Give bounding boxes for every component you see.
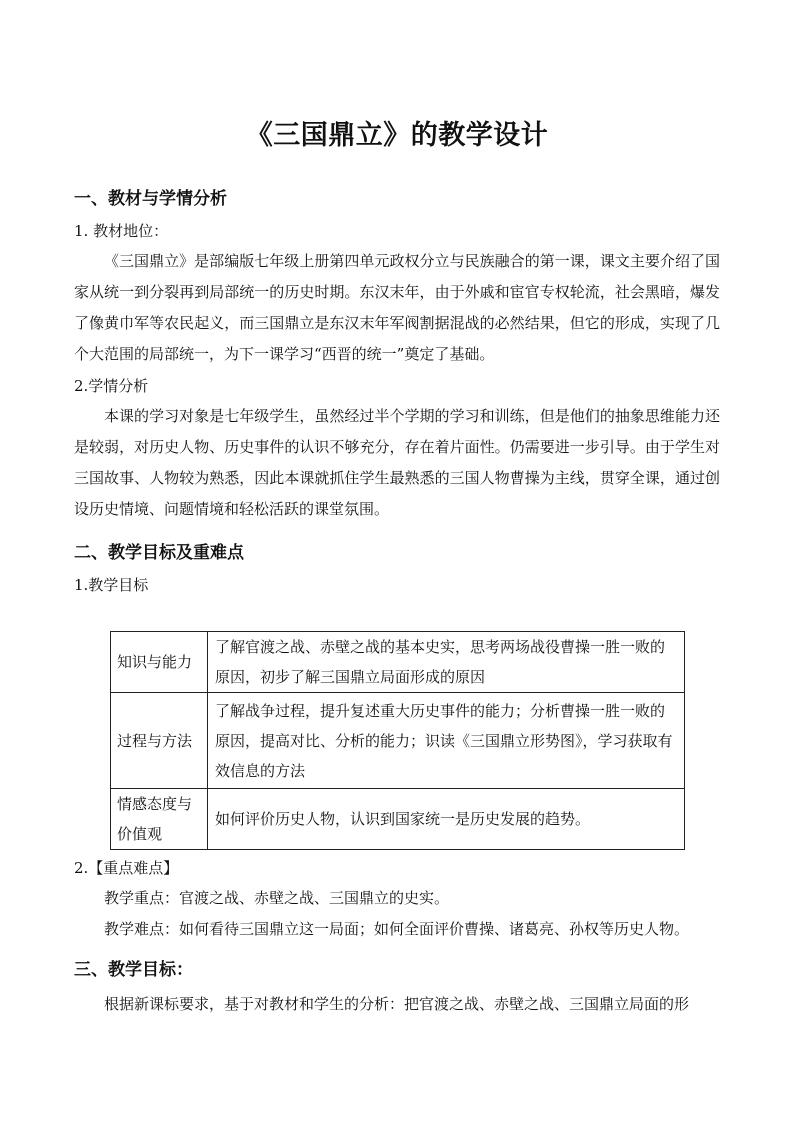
goal-label-process: 过程与方法 — [111, 693, 208, 789]
goal-label-emotion: 情感态度与价值观 — [111, 789, 208, 850]
goal-content-process: 了解战争过程，提升复述重大历史事件的能力；分析曹操一胜一败的原因，提高对比、分析的能力；识读《三国鼎立形势图》，学习获取有效信息的方法 — [208, 693, 685, 789]
section-3-heading: 三、教学目标： — [74, 960, 193, 980]
key-point-line: 教学重点：官渡之战、赤壁之战、三国鼎立的史实。 — [104, 889, 450, 907]
table-row — [111, 789, 685, 850]
section-3-paragraph: 根据新课标要求，基于对教材和学生的分析：把官渡之战、赤壁之战、三国鼎立局面的形 — [104, 995, 690, 1013]
section-2-heading: 二、教学目标及重难点 — [74, 543, 244, 563]
section-1-sub2-paragraph: 本课的学习对象是七年级学生，虽然经过半个学期的学习和训练，但是他们的抽象思维能力还是较弱，对历史人物、历史事件的认识不够充分，存在着片面性。仍需要进一步引导。由于学生对三国故事、人物较为熟悉，因此本课就抓住学生最熟悉的三国人物曹操为主线，贯穿全课，通过创设历史情境、问题情境和轻松活跃的课堂氛围。 — [74, 407, 720, 518]
section-1-sub1-label: 1. 教材地位： — [74, 222, 169, 240]
section-2-sub1-label: 1.教学目标 — [74, 576, 149, 594]
goals-table — [110, 631, 685, 850]
goal-content-knowledge: 了解官渡之战、赤壁之战的基本史实，思考两场战役曹操一胜一败的原因，初步了解三国鼎立局面形成的原因 — [208, 632, 685, 693]
section-1-sub1-paragraph: 《三国鼎立》是部编版七年级上册第四单元政权分立与民族融合的第一课，课文主要介绍了国家从统一到分裂再到局部统一的历史时期。东汉末年，由于外戚和宦官专权轮流，社会黑暗，爆发了像黄巾军等农民起义，而三国鼎立是东汉末年军阀割据混战的必然结果，但它的形成，实现了几个大范围的局部统一，为下一课学习“西晋的统一”奠定了基础。 — [74, 252, 720, 363]
goal-label-knowledge: 知识与能力 — [111, 632, 208, 693]
section-1-heading: 一、教材与学情分析 — [74, 189, 227, 209]
section-1-sub2-label: 2.学情分析 — [74, 377, 149, 395]
section-2-sub2-label: 2.【重点难点】 — [74, 859, 179, 877]
goal-content-emotion: 如何评价历史人物，认识到国家统一是历史发展的趋势。 — [208, 789, 685, 850]
document-title: 《三国鼎立》的教学设计 — [245, 120, 549, 151]
difficulty-line: 教学难点：如何看待三国鼎立这一局面；如何全面评价曹操、诸葛亮、孙权等历史人物。 — [104, 920, 690, 938]
table-row — [111, 693, 685, 789]
table-row — [111, 632, 685, 693]
